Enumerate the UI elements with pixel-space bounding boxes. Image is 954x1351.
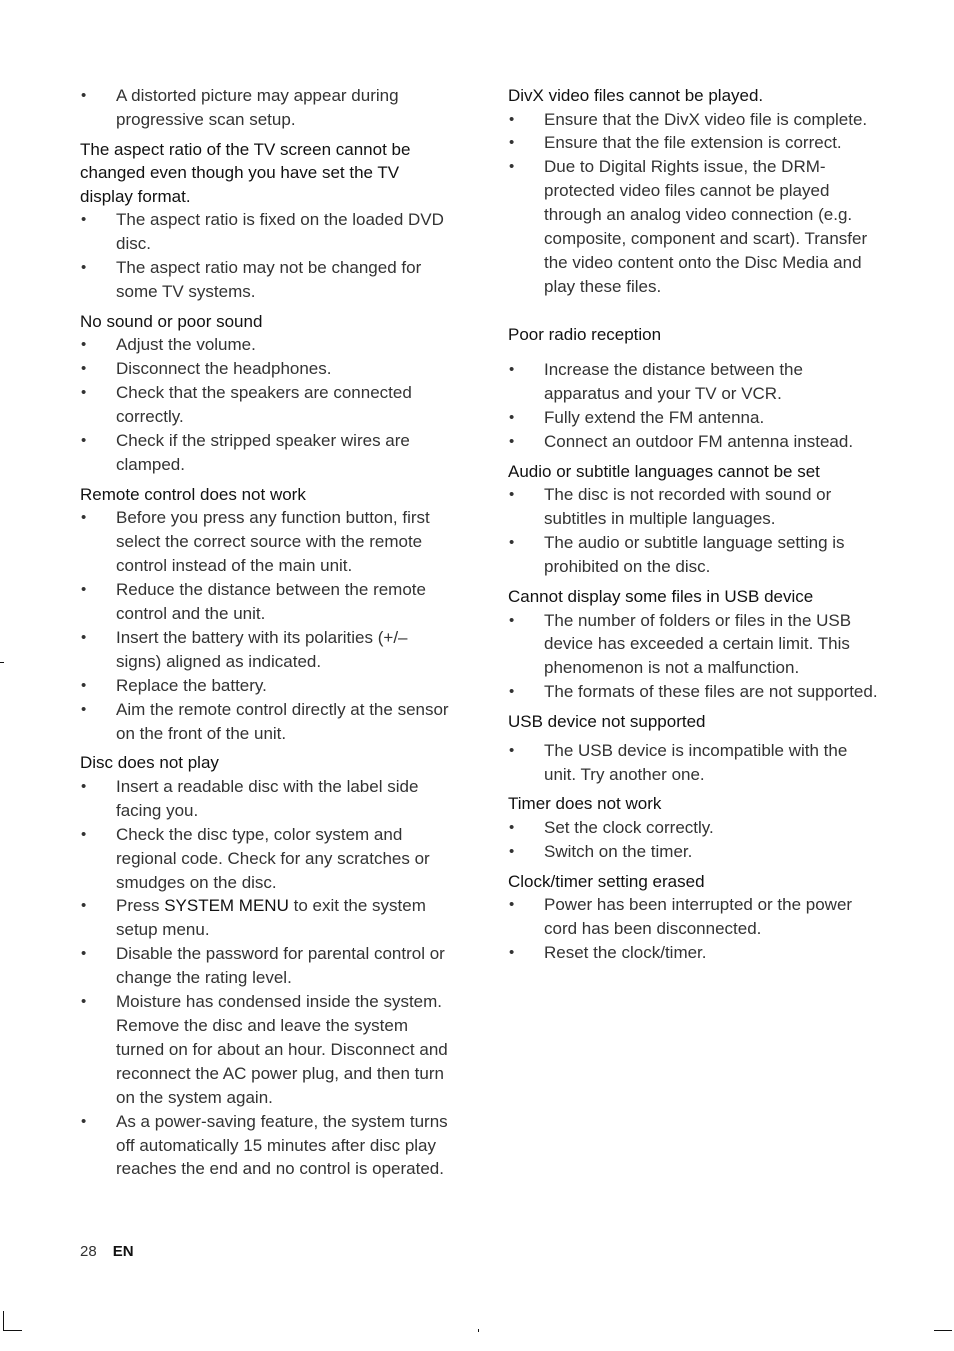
list-item: • Aim the remote control directly at the sensor on the front of the unit.: [81, 699, 449, 743]
bullet: •: [509, 818, 515, 836]
list-item: • The USB device is incompatible with the unit. Try another one.: [509, 740, 848, 784]
section-heading: USB device not supported: [508, 712, 706, 732]
bullet: •: [81, 581, 87, 599]
bullet: •: [509, 683, 515, 701]
list-item: • Due to Digital Rights issue, the DRM-protected video files cannot be played through an analog video connection (e.g. composite, component and scart). Transfer the video content onto the Disc Media and play these files.: [509, 157, 868, 296]
list-item: • The formats of these files are not supported.: [508, 680, 880, 704]
bullet: •: [81, 259, 87, 277]
page-number: 28: [80, 1243, 97, 1260]
list-item: • Switch on the timer.: [508, 840, 880, 864]
bullet: •: [81, 777, 87, 795]
list-item: • Adjust the volume.: [80, 333, 452, 357]
bullet: •: [81, 628, 87, 646]
section-heading: DivX video files cannot be played.: [508, 86, 764, 105]
spacer: [508, 305, 880, 323]
bullet: •: [81, 509, 87, 527]
section-heading: Clock/timer setting erased: [508, 871, 705, 891]
section-no-sound: [80, 310, 452, 477]
section-heading: Timer does not work: [508, 794, 662, 814]
section-distorted-picture: [80, 84, 452, 132]
section-heading: Audio or subtitle languages cannot be set: [508, 461, 820, 481]
list-item: • Insert the battery with its polarities (+/– signs) aligned as indicated.: [81, 627, 408, 671]
list-item: • Moisture has condensed inside the system. Remove the disc and leave the system turned on for about an hour. Disconnect and reconnect the AC power plug, and then turn on the system again.: [81, 992, 448, 1107]
bullet: •: [509, 409, 515, 427]
list-item: • Fully extend the FM antenna.: [508, 406, 880, 430]
list-item: • As a power-saving feature, the system turns off automatically 15 minutes after disc play reaches the end and no control is operated.: [81, 1111, 448, 1179]
list-item: • Ensure that the file extension is correct.: [508, 131, 880, 155]
list-item: • A distorted picture may appear during progressive scan setup.: [81, 86, 399, 129]
crop-mark: [3, 1311, 4, 1331]
section-heading: Remote control does not work: [80, 484, 306, 504]
bullet: •: [509, 158, 515, 176]
bullet: •: [509, 842, 515, 860]
bullet: •: [81, 211, 87, 229]
list-item: • Reset the clock/timer.: [508, 941, 880, 965]
section-heading: Poor radio reception: [508, 324, 662, 344]
bullet: •: [509, 361, 515, 379]
bullet: •: [509, 944, 515, 962]
crop-mark: [0, 662, 4, 663]
bullet: •: [81, 676, 87, 694]
page-footer: [80, 1243, 134, 1260]
list-item: • Check if the stripped speaker wires are clamped.: [81, 431, 410, 474]
bullet: •: [81, 87, 87, 104]
list-item: • The aspect ratio is fixed on the loaded DVD disc.: [81, 210, 444, 254]
section-heading: Disc does not play: [80, 753, 219, 773]
section-usb-not-supported: [508, 710, 880, 786]
right-column: [508, 84, 880, 971]
bullet: •: [509, 896, 515, 914]
bullet: •: [81, 945, 87, 963]
section-usb-files: [508, 585, 880, 704]
list-item: • Increase the distance between the apparatus and your TV or VCR.: [509, 360, 803, 404]
bullet: •: [509, 432, 515, 450]
list-item: • Ensure that the DivX video file is complete.: [508, 108, 880, 132]
crop-mark: [3, 1330, 22, 1331]
bullet: •: [81, 360, 87, 378]
bullet: •: [509, 534, 515, 552]
section-audio-subtitle: [508, 460, 880, 579]
list-item: • The number of folders or files in the USB device has exceeded a certain limit. This phenomenon is not a malfunction.: [509, 610, 852, 678]
list-item: • Disable the password for parental control or change the rating level.: [81, 944, 445, 988]
section-heading: No sound or poor sound: [80, 311, 263, 331]
list-item: • Press SYSTEM MENU to exit the system setup menu.: [81, 896, 426, 940]
bullet: •: [81, 993, 87, 1011]
bullet: •: [81, 825, 87, 843]
section-radio: [508, 323, 880, 454]
language-code: EN: [112, 1243, 134, 1260]
bullet: •: [81, 1112, 87, 1130]
list-item: • The audio or subtitle language setting is prohibited on the disc.: [509, 533, 845, 577]
list-item: • Reduce the distance between the remote control and the unit.: [81, 580, 426, 623]
crop-mark: [478, 1329, 479, 1332]
bullet: •: [509, 611, 515, 629]
section-clock-erased: [508, 870, 880, 965]
bullet: •: [81, 432, 87, 450]
list-item: • Replace the battery.: [80, 674, 452, 698]
bullet: •: [509, 134, 515, 152]
section-heading: The aspect ratio of the TV screen cannot be changed even though you have set the TV display format.: [80, 139, 411, 206]
bullet: •: [81, 700, 87, 718]
list-item: • Disconnect the headphones.: [80, 357, 452, 381]
list-item: • Set the clock correctly.: [508, 816, 880, 840]
list-item: • Power has been interrupted or the power cord has been disconnected.: [509, 895, 853, 939]
section-aspect-ratio: [80, 138, 452, 304]
left-column: [80, 84, 452, 1187]
list-item: • Check that the speakers are connected correctly.: [81, 383, 412, 427]
list-item: • The aspect ratio may not be changed for some TV systems.: [81, 258, 422, 302]
bullet: •: [509, 486, 515, 504]
section-heading: Cannot display some files in USB device: [508, 587, 814, 606]
section-disc-does-not-play: [80, 751, 452, 1181]
system-menu-keyword: SYSTEM MENU: [164, 896, 289, 916]
list-item: • Connect an outdoor FM antenna instead.: [508, 430, 880, 454]
section-remote-control: [80, 483, 452, 746]
bullet: •: [81, 384, 87, 402]
bullet: •: [81, 897, 87, 915]
section-divx: [508, 84, 880, 299]
list-item: • Before you press any function button, first select the correct source with the remote control instead of the main unit.: [81, 508, 430, 576]
bullet: •: [509, 741, 515, 759]
crop-mark: [934, 1330, 952, 1331]
section-timer: [508, 792, 880, 863]
list-item: • Check the disc type, color system and regional code. Check for any scratches or smudges on the disc.: [81, 824, 430, 892]
bullet: •: [81, 336, 87, 354]
list-item: • Insert a readable disc with the label side facing you.: [81, 776, 419, 820]
list-item: • The disc is not recorded with sound or subtitles in multiple languages.: [509, 485, 832, 529]
bullet: •: [509, 110, 515, 128]
spacer: [508, 346, 880, 358]
